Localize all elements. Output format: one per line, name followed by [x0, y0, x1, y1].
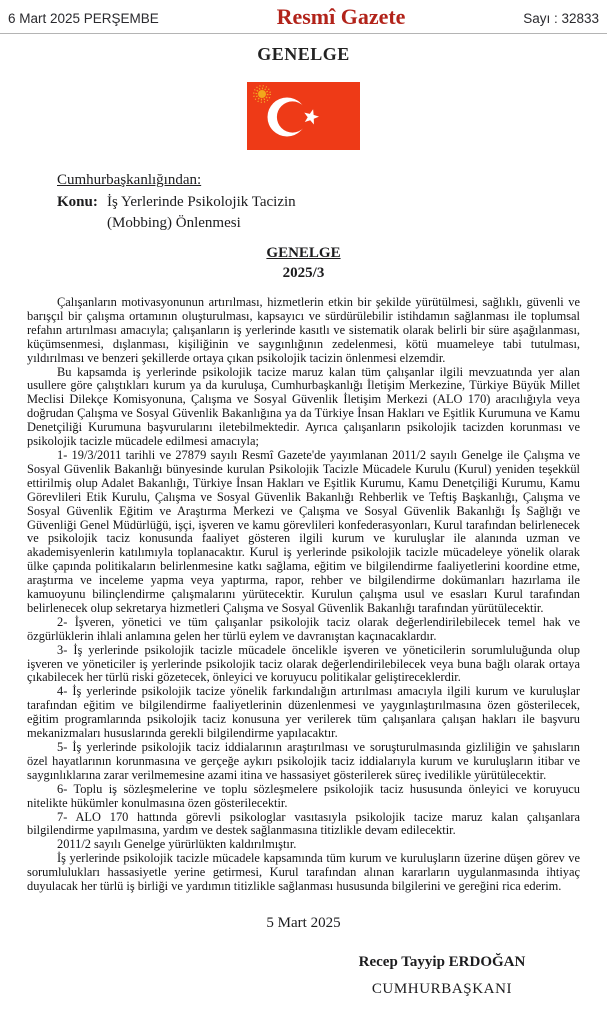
subject-row — [57, 192, 607, 234]
masthead-date: 6 Mart 2025 PERŞEMBE — [8, 11, 159, 26]
signature-block — [327, 952, 557, 999]
paragraph-item-3: 3- İş yerlerinde psikolojik tacizle mücadele öncelikle işveren ve yöneticilerin sorumluluğunda olup işveren ve yöneticiler iş yerlerinde psikolojik taciz olarak değerlendirilebilecek veya buna bağlı olarak ortaya çıkabilecek her türlü riski gözetecek, önleyici ve koruyucu politikalar geliştireceklerdir. — [27, 642, 580, 685]
paragraph-item-2: 2- İşveren, yönetici ve tüm çalışanlar psikolojik taciz olarak değerlendirilebilecek temel hak ve özgürlüklerin ihlali anlamına gelen her türlü eylem ve davranıştan kaçınacaklardır. — [27, 614, 580, 643]
circular-number: 2025/3 — [282, 265, 325, 281]
paragraph-item-6: 6- Toplu iş sözleşmelerine ve toplu sözleşmelere psikolojik taciz hususunda önleyici ve koruyucu nitelikte hükümler konulmasına özen gösterilecektir. — [27, 781, 580, 810]
circular-title: GENELGE — [266, 245, 341, 261]
paragraph-scope: Bu kapsamda iş yerlerinde psikolojik tacize maruz kalan tüm çalışanlar ilgili mevzuatında yer alan usullere göre çalıştıkları kurum ya da kuruluşa, Cumhurbaşkanlığı İletişim Merkezine, Türkiye Büyük Millet Meclisi Dilekçe Komisyonuna, Çalışma ve Sosyal Güvenlik İletişim Merkezi (ALO 170) aracılığıyla veya doğrudan Çalışma ve Sosyal Güvenlik Bakanlığına ya da Türkiye İnsan Hakları ve Eşitlik Kurumuna ve Kamu Denetçiliği Kurumuna başvurularını iletebilmektedir. Ayrıca çalışanların psikolojik tacizden korunması ve psikolojik tacizle mücadele edilmesi amacıyla; — [27, 364, 580, 449]
circular-heading — [0, 243, 607, 283]
subject-text — [107, 192, 296, 234]
subject-label: Konu: — [57, 194, 98, 210]
body-text — [27, 296, 580, 894]
turkish-flag-icon — [247, 82, 360, 150]
paragraph-intro: Çalışanların motivasyonunun artırılması, hizmetlerin etkin bir şekilde yürütülmesi, sağlıklı, güvenli ve barışçıl bir çalışma ortamının oluşturulması, kapsayıcı ve sürdürülebilir istihdamın sağlanması ile toplumsal refahın artırılması amacıyla; çalışanların iş yerlerinde kasıtlı ve sistematik olarak belirli bir süre aşağılanması, küçümsenmesi, dışlanması, kişiliğinin ve saygınlığının zedelenmesi, kötü muameleye tabi tutulması, yıldırılması ve benzeri şekillerde ortaya çıkan psikolojik tacizin önlenmesi elzemdir. — [27, 295, 580, 365]
masthead — [0, 0, 607, 29]
signatory-title: CUMHURBAŞKANI — [371, 980, 513, 997]
subject-line-1: İş Yerlerinde Psikolojik Tacizin — [107, 194, 296, 210]
paragraph-item-7: 7- ALO 170 hattında görevli psikologlar vasıtasıyla psikolojik tacize maruz kalan çalışanlara bilgilendirme yapılmasına, yardım ve destek sağlanmasına titizlikle devam edilecektir. — [27, 809, 580, 838]
issuing-authority: Cumhurbaşkanlığından: — [57, 172, 202, 188]
masthead-divider — [0, 33, 607, 34]
paragraph-item-5: 5- İş yerlerinde psikolojik taciz iddialarının araştırılması ve soruşturulmasında gizliliğin ve şahısların özel hayatlarının korunmasına ve gerçeğe aykırı psikolojik taciz iddialarıyla kurum ve kuruluşların itibar ve saygınlıklarına zarar verilmemesine azami itina ve hassasiyet gösterilerek süreç ivedilikle yürütülecektir. — [27, 740, 580, 782]
paragraph-item-4: 4- İş yerlerinde psikolojik tacize yönelik farkındalığın artırılması amacıyla ilgili kurum ve kuruluşlar tarafından eğitim ve bilgilendirme faaliyetlerinin düzenlenmesi ve yaygınlaştırılmasına özen gösterilecek, eğitim programlarında psikolojik taciz konusuna yer verilerek tüm çalışanlara çalışan hakları ile başvuru mekanizmaları hususlarında gerekli bilgilendirme yapılacaktır. — [27, 684, 580, 741]
signatory-name: Recep Tayyip ERDOĞAN — [358, 953, 526, 970]
gazette-title: Resmî Gazete — [276, 4, 406, 29]
paragraph-closing: İş yerlerinde psikolojik tacizle mücadele kapsamında tüm kurum ve kuruluşların üzerine düşen görev ve sorumlulukları hassasiyetle yerine getirmesi, Kurul tarafından alınan kararların uygulanmasında ihtiyaç duyulacak her türlü iş birliği ve yardımın titizlikle sağlanması hususunda bilgilerini ve gereğini rica ederim. — [27, 851, 580, 894]
document-date: 5 Mart 2025 — [266, 914, 341, 931]
paragraph-repeal: 2011/2 sayılı Genelge yürürlükten kaldırılmıştır. — [57, 837, 297, 852]
document-heading: GENELGE — [257, 44, 350, 64]
turkish-flag-image — [247, 82, 360, 150]
masthead-issue-number: Sayı : 32833 — [523, 11, 599, 26]
paragraph-item-1: 1- 19/3/2011 tarihli ve 27879 sayılı Resmî Gazete'de yayımlanan 2011/2 sayılı Genelge ile Çalışma ve Sosyal Güvenlik Bakanlığı bünyesinde kurulan Psikolojik Tacizle Mücadele Kurulu (Kurul) yeniden teşekkül ettirilmiş olup Adalet Bakanlığı, Türkiye İnsan Hakları ve Eşitlik Kurumu, Kamu Denetçiliği Kurumu, Kamu Görevlileri Etik Kurulu, Çalışma ve Sosyal Güvenlik Bakanlığı Rehberlik ve Teftiş Başkanlığı, Çalışma ve Sosyal Güvenlik Eğitim ve Araştırma Merkezi ve Çalışma ve Sosyal Güvenlik Bakanlığı İş Sağlığı ve Güvenliği Genel Müdürlüğü, işçi, işveren ve kamu görevlileri konfederasyonları, Kurul tarafından belirlenecek ve psikolojik taciz konusunda faaliyet gösteren ilgili kurum ve kuruluşlar ile alanında uzman ve akademisyenlerin katılımıyla toplanacaktır. Kurul iş yerlerinde psikolojik tacizle mücadeleye yönelik olarak ülke çapında politikaların belirlenmesine katkı sağlama, eğitim ve bilgilendirme faaliyetlerini koordine etme, araştırma ve inceleme yapma veya yaptırma, rapor, rehber ve bilgilendirme dokümanları hazırlama ile kamuoyunu bilinçlendirme çalışmalarını yürütecektir. Kurulun çalışma usul ve esasları Kurul tarafından belirlenecek olup sekretarya hizmetleri Çalışma ve Sosyal Güvenlik Bakanlığı tarafından yürütülecektir. — [27, 447, 580, 615]
from-block — [57, 170, 607, 234]
subject-line-2: (Mobbing) Önlenmesi — [107, 215, 241, 231]
